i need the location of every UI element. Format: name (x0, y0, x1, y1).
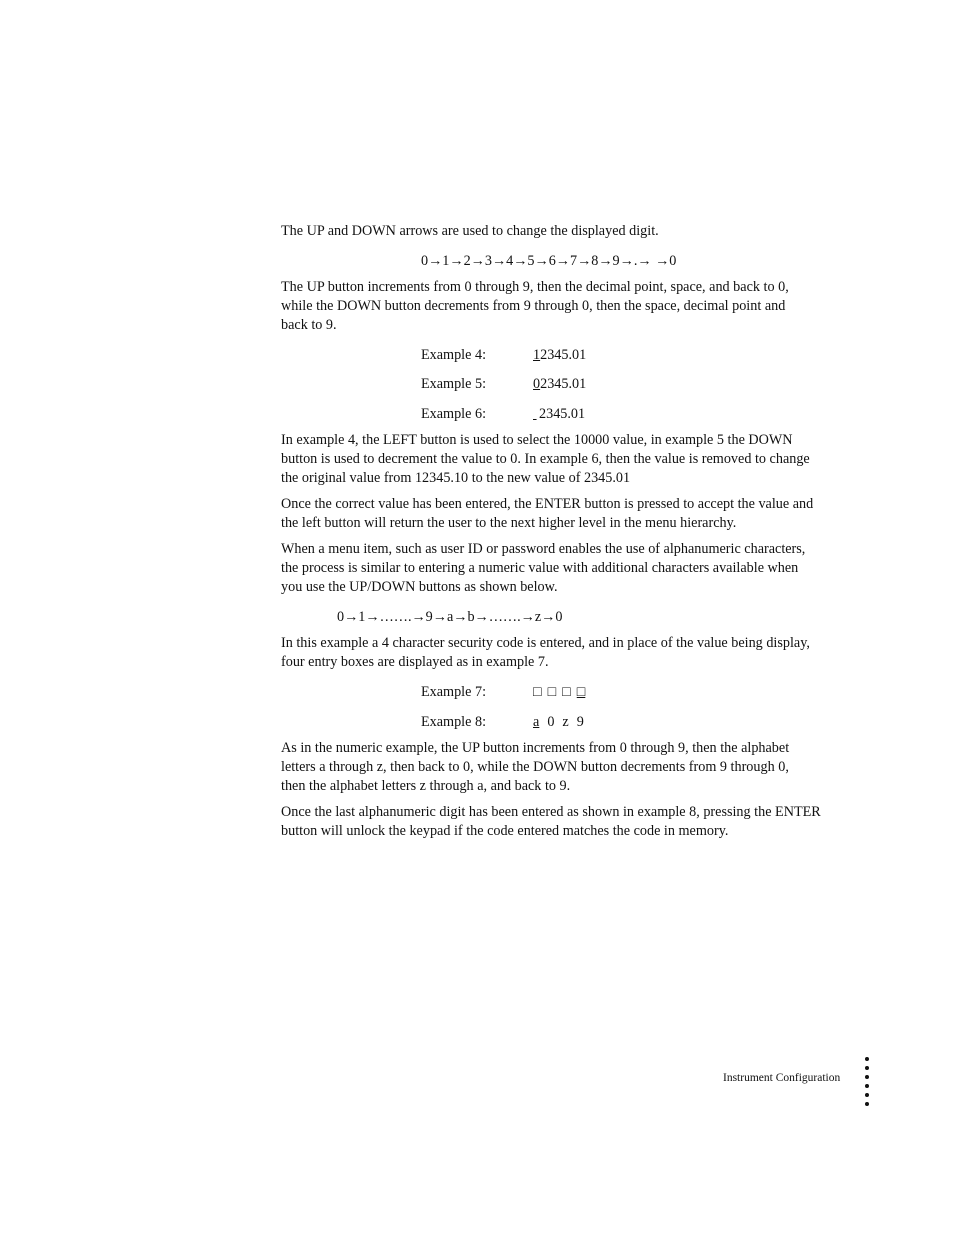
numeric-sequence: 0→1→2→3→4→5→6→7→8→9→.→ →0 (421, 253, 677, 269)
footer-dot-ornament (865, 1057, 871, 1111)
footer-dot (865, 1057, 869, 1061)
paragraph-alphanumeric: When a menu item, such as user ID or password enables the use of alphanumeric characters, the process is similar to entering a numeric value with additional characters available when you use the UP/DOWN buttons as shown below. (281, 541, 806, 595)
footer-dot (865, 1102, 869, 1106)
paragraph-enter-value: Once the correct value has been entered, the ENTER button is pressed to accept the value and the left button will return the user to the next higher level in the menu hierarchy. (281, 496, 814, 531)
paragraph-example-explanation: In example 4, the LEFT button is used to select the 10000 value, in example 5 the DOWN button is used to decrement the value to 0. In example 6, then the value is removed to change the original value from 12345.10 to the new value of 2345.01 (281, 432, 810, 486)
example-6-value (533, 405, 585, 424)
example-4-cursor-digit: 1 (533, 347, 541, 363)
entry-box: □ (533, 684, 542, 700)
paragraph-numeric-compare: As in the numeric example, the UP button increments from 0 through 9, then the alphabet letters a through z, then back to 0, while the DOWN button decrements from 9 through 0, then the alphabet letters z through a, and back to 9. (281, 740, 790, 794)
footer-dot (865, 1075, 869, 1079)
example-5-label: Example 5: (421, 376, 487, 392)
example-4-rest: 2345.01 (540, 347, 587, 363)
example-5-rest: 2345.01 (540, 376, 587, 392)
entry-box-active: □ (576, 684, 586, 700)
footer-dot (865, 1084, 869, 1088)
example-8-entry-chars (533, 713, 592, 732)
example-4-value (533, 346, 586, 365)
entry-box: □ (547, 684, 557, 700)
footer-dot (865, 1066, 869, 1070)
paragraph-unlock: Once the last alphanumeric digit has been entered as shown in example 8, pressing the ENTER button will unlock the keypad if the code entered matches the code in memory. (281, 804, 821, 839)
entry-char: z (562, 714, 569, 730)
example-6-rest: 2345.01 (539, 406, 586, 422)
entry-box: □ (562, 684, 571, 700)
footer-section-title: Instrument Configuration (723, 1072, 841, 1084)
example-8-label: Example 8: (421, 714, 487, 730)
entry-char: 0 (547, 714, 555, 730)
footer-dot (865, 1093, 869, 1097)
example-6-label: Example 6: (421, 406, 487, 422)
entry-char-active: a (533, 714, 540, 730)
example-7-label: Example 7: (421, 684, 487, 700)
example-5-value (533, 375, 586, 394)
entry-char: 9 (576, 714, 584, 730)
example-4-label: Example 4: (421, 347, 487, 363)
paragraph-intro: The UP and DOWN arrows are used to change the displayed digit. (281, 223, 659, 239)
paragraph-up-down: The UP button increments from 0 through 9, then the decimal point, space, and back to 0, while the DOWN button decrements from 9 through 0, then the space, decimal point and back to 9. (281, 279, 789, 333)
paragraph-security-code: In this example a 4 character security code is entered, and in place of the value being display, four entry boxes are displayed as in example 7. (281, 635, 810, 670)
example-7-entry-boxes (533, 683, 591, 702)
example-5-cursor-digit: 0 (533, 376, 541, 392)
alphanumeric-sequence: 0→1→…….→9→a→b→…….→z→0 (337, 609, 563, 625)
